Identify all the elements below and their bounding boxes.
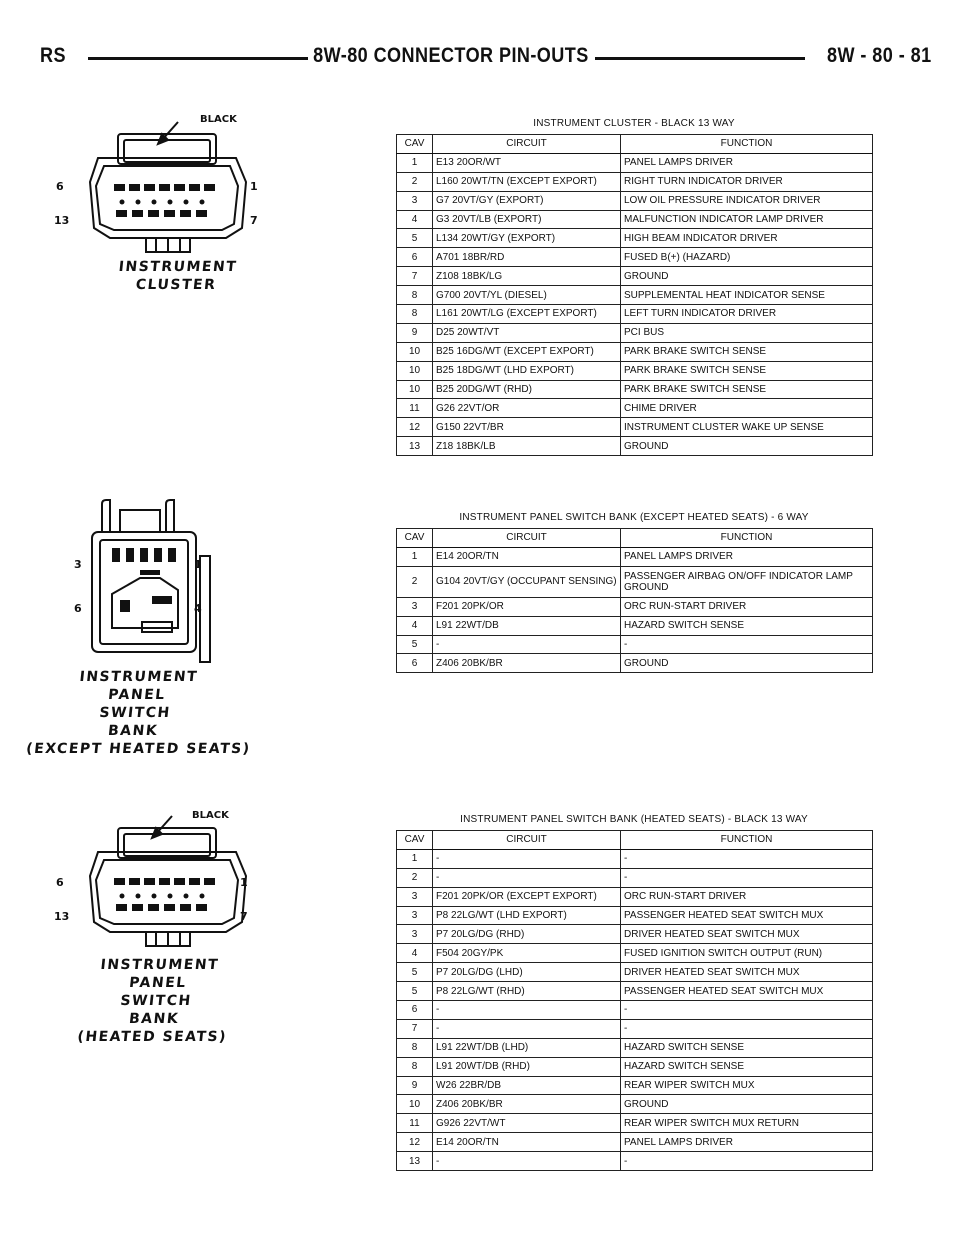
table-row (397, 399, 873, 418)
table-row (397, 210, 873, 229)
cavity-cell: 3 (397, 906, 433, 925)
circuit-cell: L161 20WT/LG (EXCEPT EXPORT) (433, 305, 621, 324)
circuit-cell: - (433, 1152, 621, 1171)
table-row (397, 597, 873, 616)
cavity-cell: 3 (397, 191, 433, 210)
function-cell: PASSENGER HEATED SEAT SWITCH MUX (621, 906, 873, 925)
function-cell: - (621, 635, 873, 654)
circuit-cell: A701 18BR/RD (433, 248, 621, 267)
circuit-cell: G7 20VT/GY (EXPORT) (433, 191, 621, 210)
column-header: CAV (397, 529, 433, 548)
connector-name-label: INSTRUMENT CLUSTER (117, 259, 239, 293)
table-row (397, 323, 873, 342)
table-title: INSTRUMENT PANEL SWITCH BANK (HEATED SEATS) - BLACK 13 WAY (460, 814, 808, 825)
table-row (397, 229, 873, 248)
table-row (397, 1019, 873, 1038)
cavity-cell: 5 (397, 982, 433, 1001)
pin-number-label: 4 (194, 602, 202, 615)
table-row (397, 849, 873, 868)
switch-bank-except-heated-table-block (396, 512, 872, 673)
cavity-cell: 9 (397, 323, 433, 342)
function-cell: DRIVER HEATED SEAT SWITCH MUX (621, 963, 873, 982)
cavity-cell: 11 (397, 399, 433, 418)
pin-number-label: 1 (250, 180, 258, 193)
circuit-cell: G104 20VT/GY (OCCUPANT SENSING) (433, 566, 621, 597)
circuit-cell: F201 20PK/OR (433, 597, 621, 616)
header-rule-right (595, 57, 805, 60)
circuit-cell: L91 22WT/DB (433, 616, 621, 635)
connector-name-label: INSTRUMENT PANEL SWITCH BANK (EXCEPT HEATED SEATS) (25, 669, 252, 757)
circuit-cell: P8 22LG/WT (RHD) (433, 982, 621, 1001)
table-row (397, 1152, 873, 1171)
connector-13way-drawing (50, 804, 250, 954)
cavity-cell: 7 (397, 1019, 433, 1038)
circuit-cell: - (433, 1019, 621, 1038)
table-row (397, 963, 873, 982)
pin-number-label: 7 (240, 910, 248, 923)
cavity-cell: 5 (397, 963, 433, 982)
table-row (397, 437, 873, 456)
circuit-cell: Z406 20BK/BR (433, 654, 621, 673)
function-cell: GROUND (621, 654, 873, 673)
table-row (397, 982, 873, 1001)
table-row (397, 547, 873, 566)
circuit-cell: Z406 20BK/BR (433, 1095, 621, 1114)
instrument-cluster-table-block (396, 118, 872, 456)
function-cell: REAR WIPER SWITCH MUX RETURN (621, 1114, 873, 1133)
cavity-cell: 8 (397, 1057, 433, 1076)
pin-number-label: 13 (54, 910, 70, 923)
circuit-cell: L134 20WT/GY (EXPORT) (433, 229, 621, 248)
table-row (397, 944, 873, 963)
function-cell: SUPPLEMENTAL HEAT INDICATOR SENSE (621, 286, 873, 305)
function-cell: CHIME DRIVER (621, 399, 873, 418)
cavity-cell: 4 (397, 616, 433, 635)
page-header (40, 44, 932, 74)
function-cell: PANEL LAMPS DRIVER (621, 547, 873, 566)
circuit-cell: Z18 18BK/LB (433, 437, 621, 456)
circuit-cell: G150 22VT/BR (433, 418, 621, 437)
cavity-cell: 10 (397, 380, 433, 399)
function-cell: FUSED B(+) (HAZARD) (621, 248, 873, 267)
table-row (397, 172, 873, 191)
circuit-cell: G3 20VT/LB (EXPORT) (433, 210, 621, 229)
header-page-number: 8W - 80 - 81 (827, 44, 932, 67)
circuit-cell: W26 22BR/DB (433, 1076, 621, 1095)
column-header: CAV (397, 135, 433, 154)
cavity-cell: 6 (397, 654, 433, 673)
column-header: CIRCUIT (433, 529, 621, 548)
cavity-cell: 5 (397, 635, 433, 654)
circuit-cell: E13 20OR/WT (433, 153, 621, 172)
function-cell: ORC RUN-START DRIVER (621, 887, 873, 906)
function-cell: - (621, 1019, 873, 1038)
circuit-cell: D25 20WT/VT (433, 323, 621, 342)
function-cell: LEFT TURN INDICATOR DRIVER (621, 305, 873, 324)
cavity-cell: 2 (397, 566, 433, 597)
table-row (397, 305, 873, 324)
function-cell: GROUND (621, 1095, 873, 1114)
circuit-cell: B25 18DG/WT (LHD EXPORT) (433, 361, 621, 380)
function-cell: INSTRUMENT CLUSTER WAKE UP SENSE (621, 418, 873, 437)
table-row (397, 1001, 873, 1020)
connector-6way-drawing (40, 496, 240, 666)
cavity-cell: 2 (397, 868, 433, 887)
pinout-table (396, 134, 873, 456)
circuit-cell: G700 20VT/YL (DIESEL) (433, 286, 621, 305)
circuit-cell: Z108 18BK/LG (433, 267, 621, 286)
table-row (397, 342, 873, 361)
table-row (397, 380, 873, 399)
table-row (397, 1076, 873, 1095)
table-title: INSTRUMENT CLUSTER - BLACK 13 WAY (533, 118, 735, 129)
table-row (397, 1133, 873, 1152)
column-header: CAV (397, 831, 433, 850)
function-cell: PCI BUS (621, 323, 873, 342)
cavity-cell: 13 (397, 1152, 433, 1171)
pin-number-label: 1 (240, 876, 248, 889)
cavity-cell: 12 (397, 418, 433, 437)
cavity-cell: 5 (397, 229, 433, 248)
circuit-cell: - (433, 849, 621, 868)
circuit-cell: L91 20WT/DB (RHD) (433, 1057, 621, 1076)
cavity-cell: 10 (397, 1095, 433, 1114)
cavity-cell: 10 (397, 342, 433, 361)
cavity-cell: 1 (397, 153, 433, 172)
function-cell: DRIVER HEATED SEAT SWITCH MUX (621, 925, 873, 944)
table-row (397, 267, 873, 286)
cavity-cell: 13 (397, 437, 433, 456)
cavity-cell: 12 (397, 1133, 433, 1152)
table-row (397, 906, 873, 925)
function-cell: HAZARD SWITCH SENSE (621, 616, 873, 635)
circuit-cell: L160 20WT/TN (EXCEPT EXPORT) (433, 172, 621, 191)
table-row (397, 616, 873, 635)
table-header-row (397, 135, 873, 154)
table-row (397, 248, 873, 267)
table-row (397, 868, 873, 887)
connector-color-label: BLACK (200, 114, 237, 125)
table-row (397, 654, 873, 673)
instrument-cluster-connector-figure (50, 110, 258, 300)
table-row (397, 418, 873, 437)
pin-number-label: 6 (56, 876, 64, 889)
switch-bank-heated-connector-figure (50, 804, 250, 1054)
cavity-cell: 2 (397, 172, 433, 191)
cavity-cell: 3 (397, 597, 433, 616)
function-cell: LOW OIL PRESSURE INDICATOR DRIVER (621, 191, 873, 210)
pin-number-label: 1 (194, 558, 202, 571)
function-cell: PASSENGER HEATED SEAT SWITCH MUX (621, 982, 873, 1001)
cavity-cell: 9 (397, 1076, 433, 1095)
circuit-cell: E14 20OR/TN (433, 1133, 621, 1152)
table-row (397, 1114, 873, 1133)
table-row (397, 635, 873, 654)
circuit-cell: - (433, 635, 621, 654)
circuit-cell: - (433, 868, 621, 887)
column-header: CIRCUIT (433, 831, 621, 850)
pin-number-label: 6 (56, 180, 64, 193)
table-row (397, 925, 873, 944)
column-header: FUNCTION (621, 529, 873, 548)
table-header-row (397, 831, 873, 850)
circuit-cell: E14 20OR/TN (433, 547, 621, 566)
table-title: INSTRUMENT PANEL SWITCH BANK (EXCEPT HEATED SEATS) - 6 WAY (459, 512, 809, 523)
circuit-cell: P7 20LG/DG (LHD) (433, 963, 621, 982)
cavity-cell: 3 (397, 887, 433, 906)
connector-color-label: BLACK (192, 810, 229, 821)
function-cell: PASSENGER AIRBAG ON/OFF INDICATOR LAMP GROUND (621, 566, 873, 597)
function-cell: PARK BRAKE SWITCH SENSE (621, 361, 873, 380)
function-cell: GROUND (621, 267, 873, 286)
function-cell: HIGH BEAM INDICATOR DRIVER (621, 229, 873, 248)
cavity-cell: 11 (397, 1114, 433, 1133)
column-header: FUNCTION (621, 831, 873, 850)
table-row (397, 153, 873, 172)
cavity-cell: 3 (397, 925, 433, 944)
circuit-cell: B25 16DG/WT (EXCEPT EXPORT) (433, 342, 621, 361)
cavity-cell: 8 (397, 1038, 433, 1057)
table-header-row (397, 529, 873, 548)
function-cell: PANEL LAMPS DRIVER (621, 1133, 873, 1152)
circuit-cell: B25 20DG/WT (RHD) (433, 380, 621, 399)
cavity-cell: 1 (397, 547, 433, 566)
header-rule-left (88, 57, 308, 60)
cavity-cell: 7 (397, 267, 433, 286)
circuit-cell: F201 20PK/OR (EXCEPT EXPORT) (433, 887, 621, 906)
circuit-cell: - (433, 1001, 621, 1020)
header-title: 8W-80 CONNECTOR PIN-OUTS (308, 44, 594, 68)
header-section-code: RS (40, 44, 66, 67)
cavity-cell: 4 (397, 944, 433, 963)
function-cell: RIGHT TURN INDICATOR DRIVER (621, 172, 873, 191)
circuit-cell: G926 22VT/WT (433, 1114, 621, 1133)
connector-name-label: INSTRUMENT PANEL SWITCH BANK (HEATED SEATS) (76, 957, 228, 1045)
column-header: FUNCTION (621, 135, 873, 154)
table-row (397, 1038, 873, 1057)
function-cell: ORC RUN-START DRIVER (621, 597, 873, 616)
function-cell: - (621, 868, 873, 887)
table-row (397, 286, 873, 305)
circuit-cell: P7 20LG/DG (RHD) (433, 925, 621, 944)
function-cell: PARK BRAKE SWITCH SENSE (621, 342, 873, 361)
cavity-cell: 8 (397, 286, 433, 305)
function-cell: - (621, 849, 873, 868)
table-row (397, 1057, 873, 1076)
table-row (397, 887, 873, 906)
column-header: CIRCUIT (433, 135, 621, 154)
function-cell: HAZARD SWITCH SENSE (621, 1038, 873, 1057)
function-cell: - (621, 1152, 873, 1171)
connector-13way-drawing (50, 110, 250, 260)
function-cell: GROUND (621, 437, 873, 456)
cavity-cell: 10 (397, 361, 433, 380)
circuit-cell: P8 22LG/WT (LHD EXPORT) (433, 906, 621, 925)
pinout-table (396, 528, 873, 673)
pin-number-label: 6 (74, 602, 82, 615)
function-cell: FUSED IGNITION SWITCH OUTPUT (RUN) (621, 944, 873, 963)
function-cell: REAR WIPER SWITCH MUX (621, 1076, 873, 1095)
switch-bank-heated-table-block (396, 814, 872, 1171)
cavity-cell: 6 (397, 1001, 433, 1020)
function-cell: - (621, 1001, 873, 1020)
cavity-cell: 8 (397, 305, 433, 324)
function-cell: HAZARD SWITCH SENSE (621, 1057, 873, 1076)
function-cell: PARK BRAKE SWITCH SENSE (621, 380, 873, 399)
circuit-cell: G26 22VT/OR (433, 399, 621, 418)
table-row (397, 1095, 873, 1114)
switch-bank-except-heated-connector-figure (25, 496, 252, 766)
circuit-cell: L91 22WT/DB (LHD) (433, 1038, 621, 1057)
function-cell: PANEL LAMPS DRIVER (621, 153, 873, 172)
circuit-cell: F504 20GY/PK (433, 944, 621, 963)
cavity-cell: 4 (397, 210, 433, 229)
table-row (397, 191, 873, 210)
pinout-table (396, 830, 873, 1171)
pin-number-label: 7 (250, 214, 258, 227)
table-row (397, 361, 873, 380)
table-row (397, 566, 873, 597)
cavity-cell: 1 (397, 849, 433, 868)
cavity-cell: 6 (397, 248, 433, 267)
pin-number-label: 3 (74, 558, 82, 571)
function-cell: MALFUNCTION INDICATOR LAMP DRIVER (621, 210, 873, 229)
pin-number-label: 13 (54, 214, 70, 227)
